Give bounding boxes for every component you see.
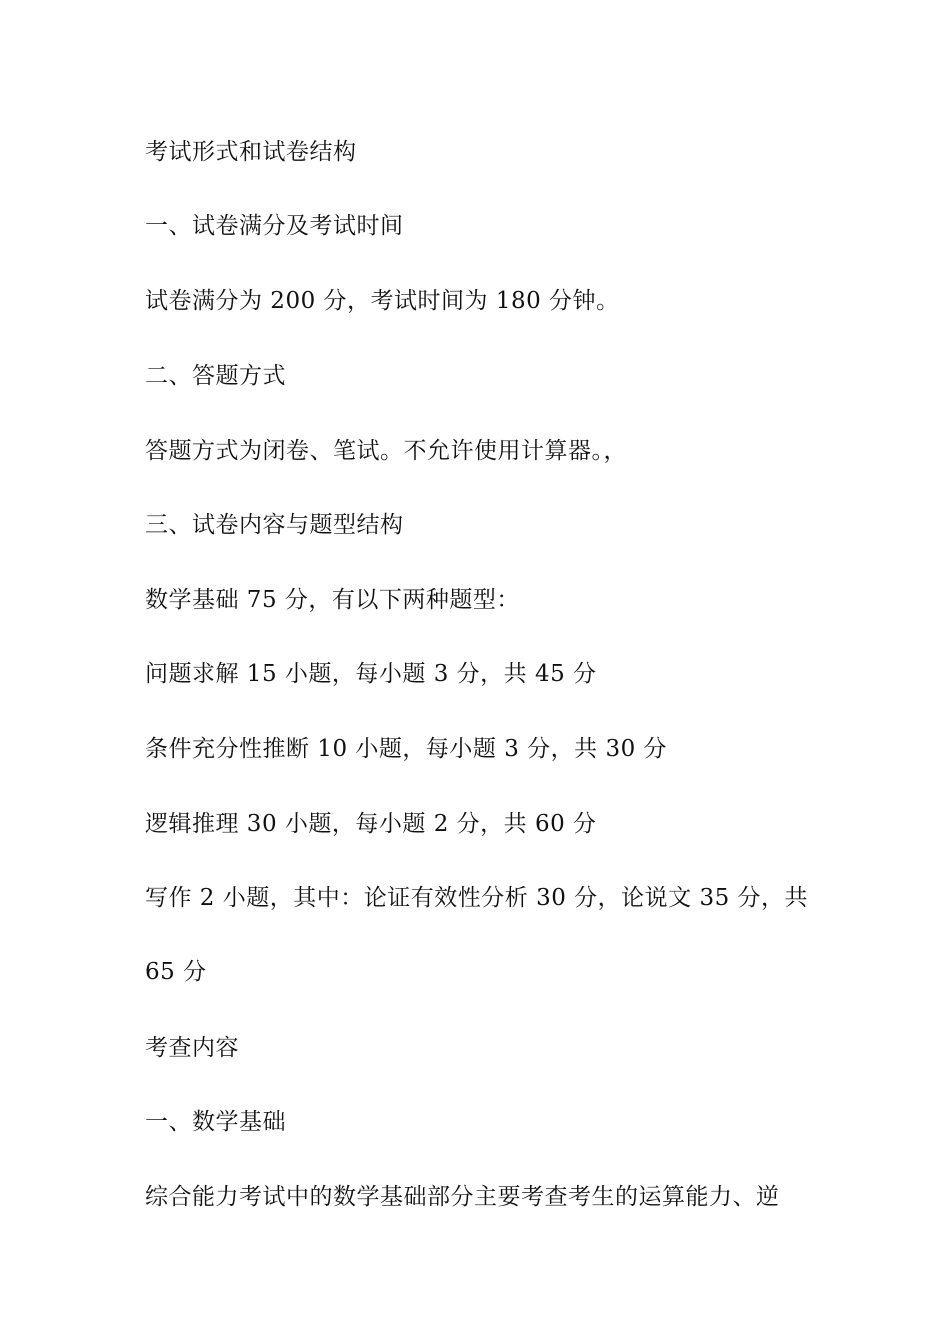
heading-exam-content: 考查内容 xyxy=(145,1035,239,1061)
paragraph-problem-solving: 问题求解 15 小题，每小题 3 分，共 45 分 xyxy=(145,661,597,687)
heading-content-structure: 三、试卷内容与题型结构 xyxy=(145,512,404,538)
paragraph-writing-continued: 65 分 xyxy=(145,959,207,985)
section-title: 考试形式和试卷结构 xyxy=(145,139,357,165)
paragraph-logic: 逻辑推理 30 小题，每小题 2 分，共 60 分 xyxy=(145,811,597,837)
heading-math-basics: 一、数学基础 xyxy=(145,1109,286,1135)
paragraph-score-time: 试卷满分为 200 分，考试时间为 180 分钟。 xyxy=(145,288,620,314)
paragraph-math-basics: 数学基础 75 分，有以下两种题型： xyxy=(145,587,520,613)
paragraph-answer-method: 答题方式为闭卷、笔试。不允许使用计算器。， xyxy=(145,438,627,464)
paragraph-math-intro: 综合能力考试中的数学基础部分主要考查考生的运算能力、逆 xyxy=(145,1184,780,1210)
heading-answer-method: 二、答题方式 xyxy=(145,363,286,389)
paragraph-writing: 写作 2 小题，其中：论证有效性分析 30 分，论说文 35 分，共 xyxy=(145,885,809,911)
heading-score-time: 一、试卷满分及考试时间 xyxy=(145,213,404,239)
paragraph-sufficiency: 条件充分性推断 10 小题，每小题 3 分，共 30 分 xyxy=(145,736,668,762)
